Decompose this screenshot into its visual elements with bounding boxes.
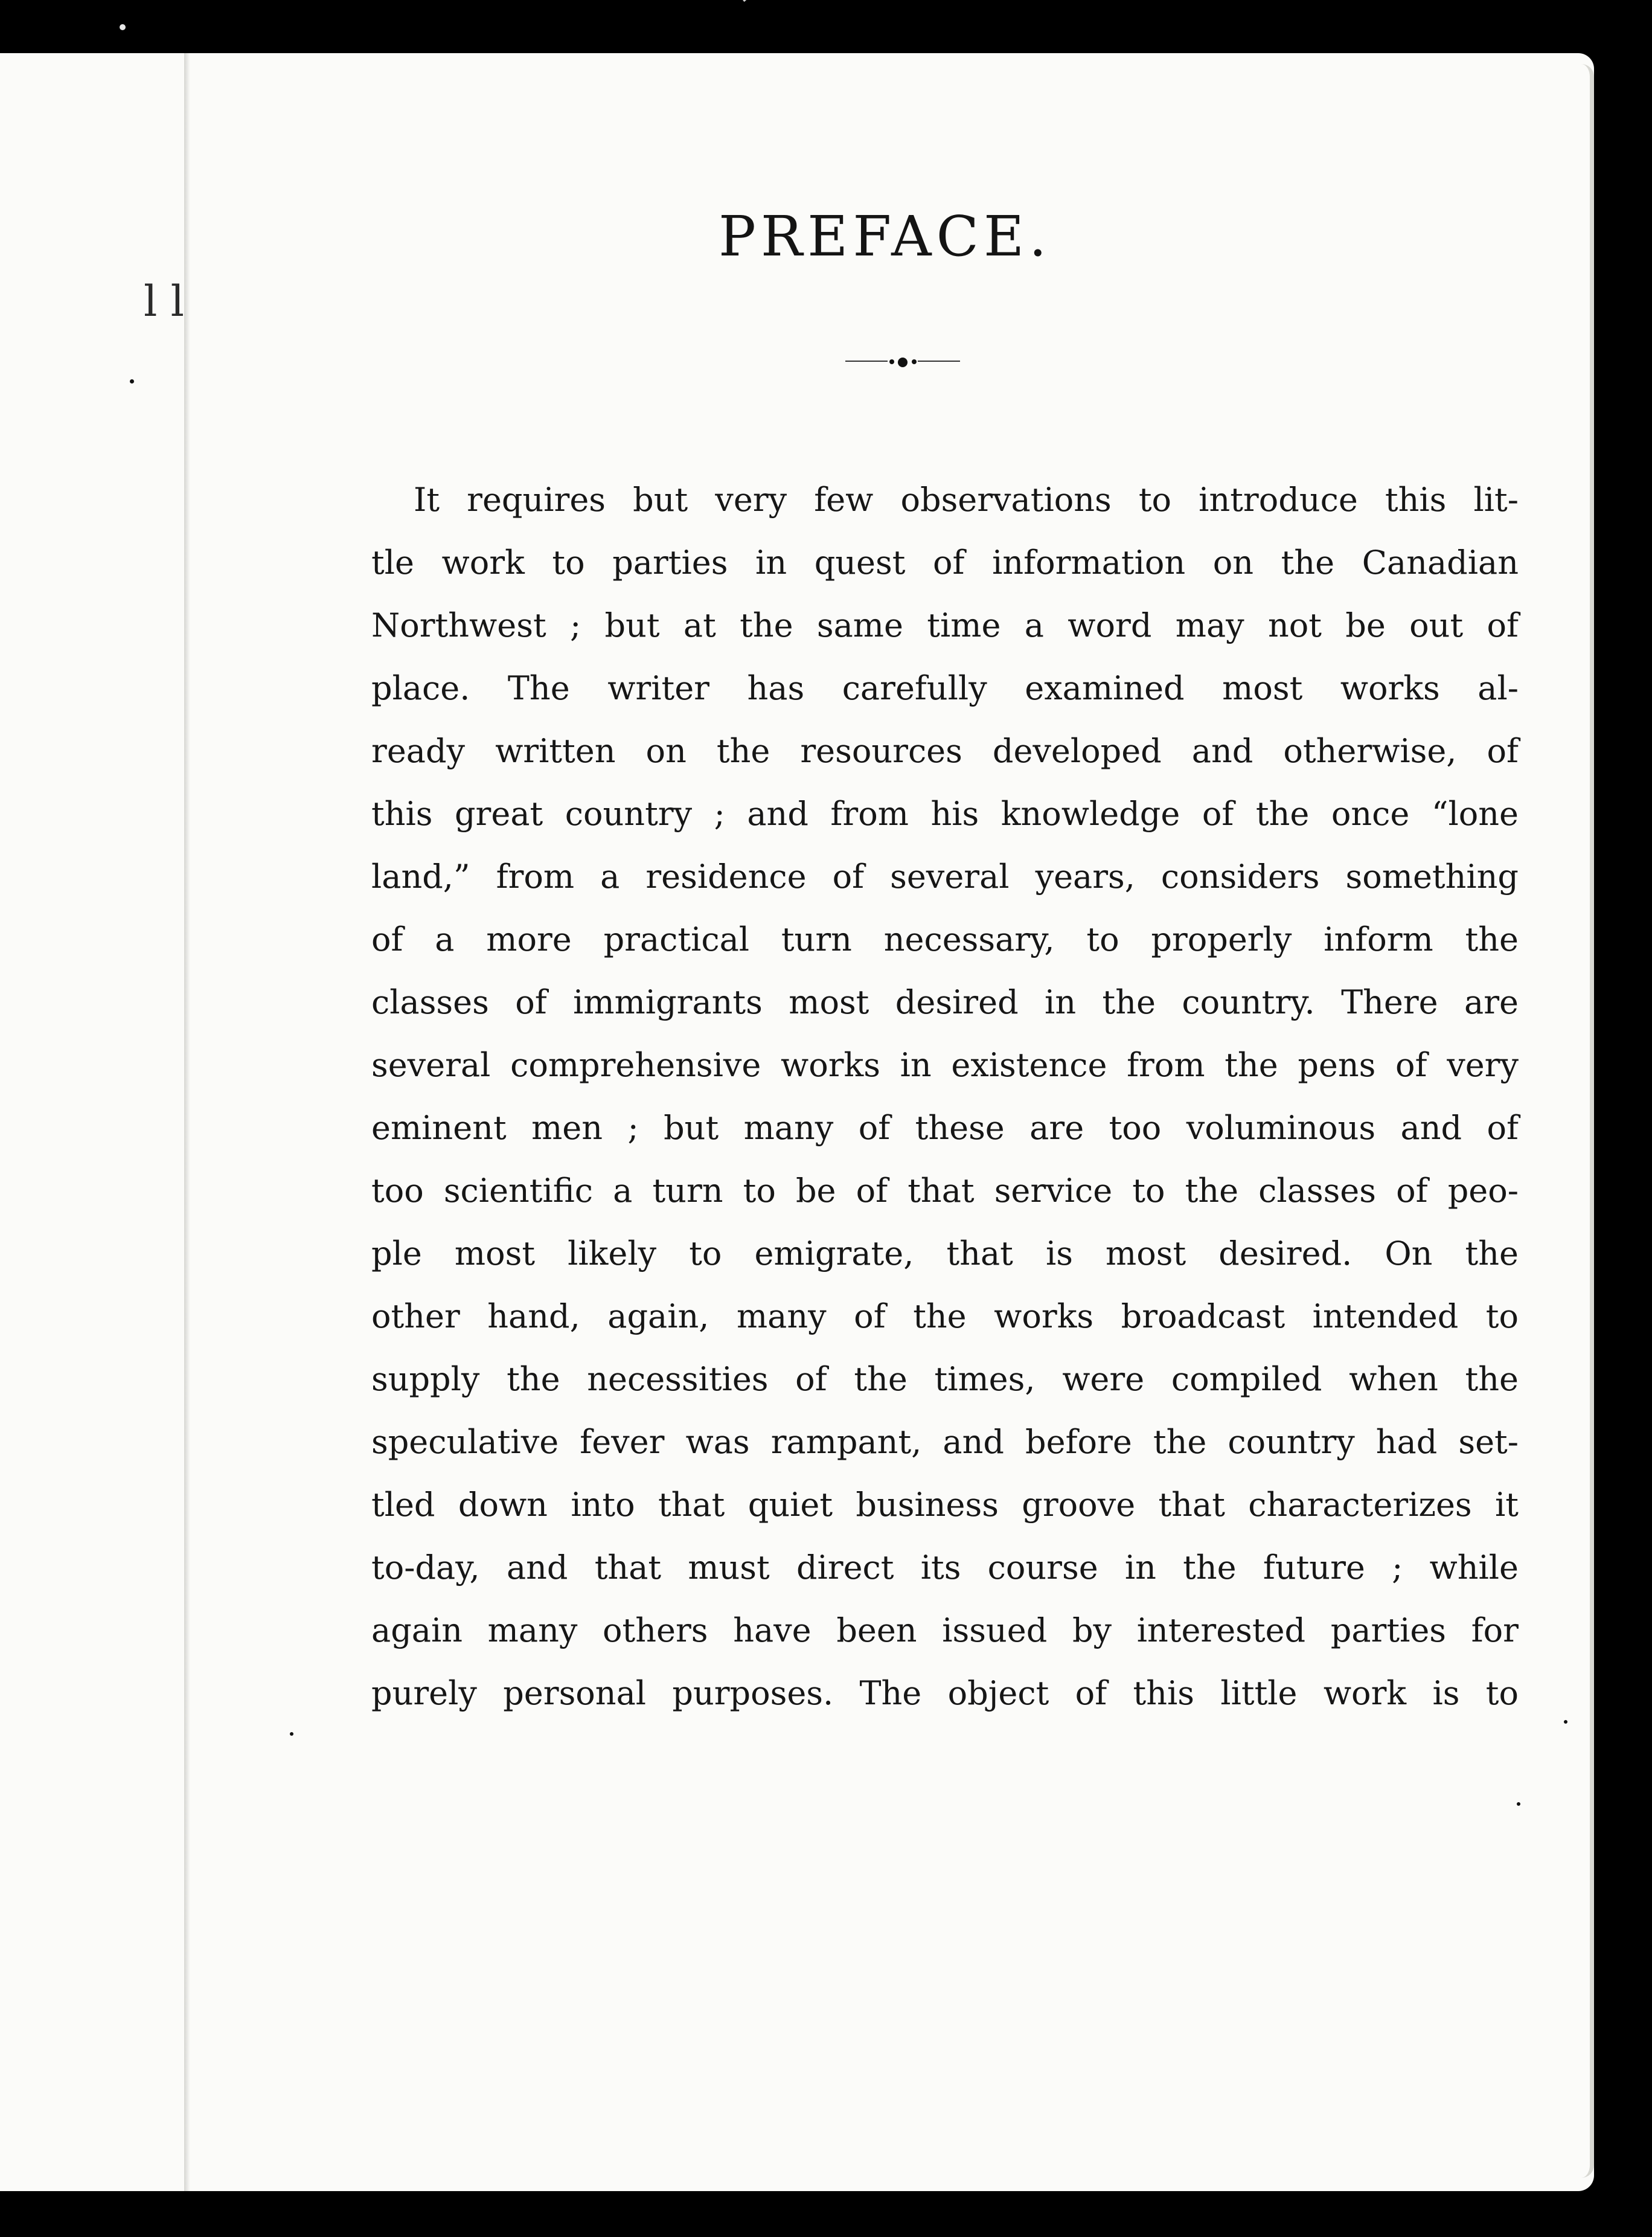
text-line: eminent men ; but many of these are too voluminous and of <box>371 1109 1519 1147</box>
text-line: to-day, and that must direct its course in the future ; while <box>371 1549 1519 1587</box>
text-line: tled down into that quiet business groove that characterizes it <box>371 1486 1519 1524</box>
text-line: this great country ; and from his knowledge of the once “lone <box>371 795 1519 833</box>
print-speck <box>1564 1720 1567 1724</box>
ornament-dot <box>889 359 894 364</box>
text-line: It requires but very few observations to introduce this lit- <box>414 481 1519 519</box>
scan-scratch <box>743 0 772 2</box>
print-speck <box>1517 1802 1520 1806</box>
text-line: ple most likely to emigrate, that is most desired. On the <box>371 1234 1519 1273</box>
ornament-rule-right <box>918 361 960 362</box>
text-line: classes of immigrants most desired in the country. There are <box>371 983 1519 1021</box>
text-line: too scientific a turn to be of that service to the classes of peo- <box>371 1172 1519 1210</box>
text-line: purely personal purposes. The object of this little work is to <box>371 1674 1519 1712</box>
text-line: supply the necessities of the times, were compiled when the <box>371 1360 1519 1398</box>
text-line: ready written on the resources developed and otherwise, of <box>371 732 1519 770</box>
text-line: again many others have been issued by interested parties for <box>371 1611 1519 1649</box>
text-line: of a more practical turn necessary, to properly inform the <box>371 920 1519 958</box>
text-line: Northwest ; but at the same time a word may not be out of <box>371 606 1519 644</box>
page-edge <box>1581 64 1594 2178</box>
margin-pencil-mark: l l <box>144 277 185 326</box>
page-title: PREFACE. <box>719 204 1052 269</box>
book-page <box>0 53 1594 2191</box>
print-speck <box>290 1732 293 1736</box>
page-gutter <box>184 53 190 2191</box>
scan-speck <box>120 24 126 30</box>
ornament-rule-left <box>845 361 888 362</box>
text-line: speculative fever was rampant, and before the country had set- <box>371 1423 1519 1461</box>
text-line: other hand, again, many of the works broadcast intended to <box>371 1297 1519 1335</box>
print-speck <box>130 379 134 384</box>
title-ornament <box>845 355 960 367</box>
text-line: tle work to parties in quest of information on the Canadian <box>371 544 1519 582</box>
text-line: land,” from a residence of several years, considers something <box>371 858 1519 896</box>
text-line: several comprehensive works in existence from the pens of very <box>371 1046 1519 1084</box>
ornament-dot <box>898 358 908 367</box>
ornament-dot <box>912 359 917 364</box>
preface-body <box>371 469 1519 1725</box>
text-line: place. The writer has carefully examined most works al- <box>371 669 1519 707</box>
